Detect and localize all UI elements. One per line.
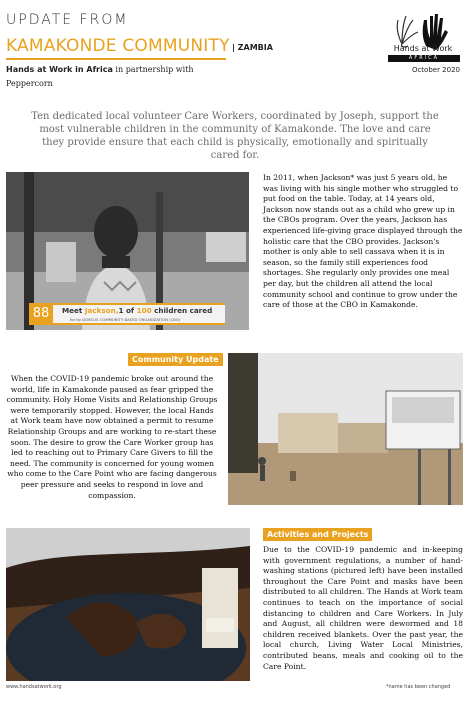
community-update-heading: Community Update — [128, 353, 223, 366]
story-text: In 2011, when Jackson* was just 5 years old, he was living with his single mother who struggled to put food on the table. Today, at 14 years old, Jackson now stands out as a child who grew up in the CBOs program. Over the years, Jackson has experienced life-giving grace displayed through the holistic care that the CBO provides. Jackson's mother is only able to sell cassava when it is in season, so the family still experiences food shortages. She regularly only provides one meal per day, but the children all attend the local community school and continue to grow under the care of those at the CBO in Kamakonde. — [263, 173, 463, 310]
title-underline — [6, 58, 226, 60]
meet-mid: 1 of — [118, 306, 137, 315]
children-count-badge: 88 — [29, 303, 53, 325]
footer-note: *name has been changed — [386, 684, 451, 690]
meet-headline — [62, 306, 212, 315]
photo-handwashing — [6, 528, 250, 681]
partner-name: Peppercorn — [6, 79, 53, 88]
activities-heading: Activities and Projects — [263, 528, 372, 541]
issue-date: October 2020 — [411, 66, 460, 74]
footer-url[interactable]: www.handsatwork.org — [6, 684, 62, 690]
community-update-text: When the COVID-19 pandemic broke out around the world, life in Kamakonde paused as fear gripped the community. Holy Home Visits and Relationship Groups were temporarily stopped. However, the local Hands at Work team have now obtained a permit to resume Relationship Groups and are working to re-start these soon. The desire to grow the Care Worker group has led to reaching out to Primary Care Givers to fill the need. The community is concerned for young women who come to the Care Point who are facing dangerous peer pressure and seeks to respond in love and compassion. — [6, 374, 218, 500]
activities-text: Due to the COVID-19 pandemic and in-keeping with government regulations, a number of hand-washing stations (pictured left) have been installed throughout the Care Point and masks have been distributed to all children. The Hands at Work team continues to teach on the importance of social distancing to children and Care Workers. In July and August, all children were dewormed and 18 children received blankets. Over the past year, the local church, Living Water Local Ministries, contributed beans, meals and cooking oil to the Care Point. — [263, 545, 463, 671]
meet-name: Jackson, — [84, 306, 119, 315]
meet-subtext: for by DORCUS COMMUNITY BASED ORGANIZATION (CBO) — [70, 317, 181, 322]
country-label: | ZAMBIA — [232, 43, 273, 52]
intro-paragraph: Ten dedicated local volunteer Care Workers, coordinated by Joseph, support the most vulnerable children in the community of Kamakonde. The love and care they provide ensure that each child is physically, emotionally and spiritually cared for. — [31, 111, 439, 161]
meet-suffix: children cared — [151, 306, 213, 315]
meet-total: 100 — [136, 306, 152, 315]
logo-region: AFRICA — [388, 55, 460, 62]
photo-care-point — [228, 353, 463, 505]
partner-text: in partnership with — [112, 65, 194, 74]
page-title: KAMAKONDE COMMUNITY — [6, 36, 230, 56]
meet-prefix: Meet — [62, 306, 85, 315]
partner-line — [6, 65, 194, 74]
logo-name: Hands at Work — [393, 44, 453, 53]
kicker-text: UPDATE FROM — [6, 12, 129, 28]
jackson-story — [263, 173, 463, 311]
partner-org: Hands at Work in Africa — [6, 65, 113, 74]
